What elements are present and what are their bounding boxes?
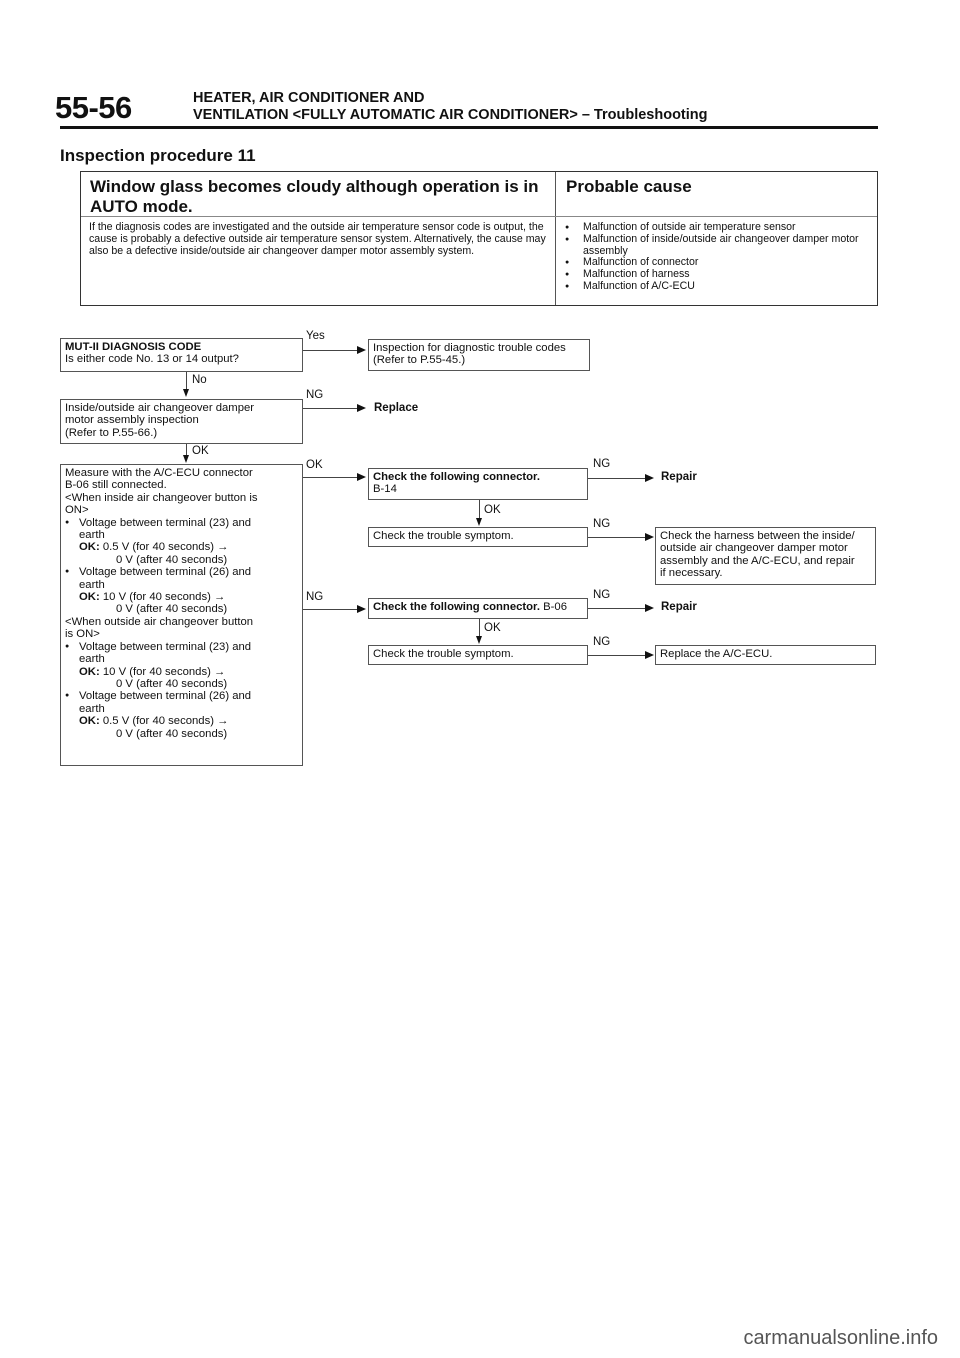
ok-label: OK — [484, 504, 501, 516]
measure-text: Measure with the A/C-ECU connector — [65, 467, 253, 479]
connector-line — [303, 609, 359, 610]
measure-text: <When inside air changeover button is — [65, 491, 258, 504]
connector-line — [303, 477, 359, 478]
check-symptom-text: Check the trouble symptom. — [373, 530, 514, 542]
check-connector-b14-box — [368, 468, 588, 500]
connector-b14-label: B-14 — [373, 483, 397, 496]
measure-text: 0 V (after 40 seconds) — [116, 603, 228, 616]
diagnosis-code-question: Is either code No. 13 or 14 output? — [65, 353, 239, 366]
connector-line — [588, 537, 646, 538]
no-label: No — [192, 374, 207, 386]
measure-text: earth — [79, 702, 105, 715]
measure-text: is ON> — [65, 628, 100, 641]
arrow-right-icon — [645, 604, 654, 612]
watermark: carmanualsonline.info — [743, 1327, 938, 1349]
measure-text: earth — [79, 653, 105, 666]
harness-text: assembly and the A/C-ECU, and repair — [660, 554, 855, 567]
ng-label: NG — [593, 458, 611, 470]
check-symptom-box — [368, 645, 588, 665]
ok-label: OK: — [79, 591, 100, 604]
ng-label: NG — [306, 591, 324, 603]
measure-text: 10 V (for 40 seconds) → — [102, 665, 226, 678]
arrow-down-icon — [183, 389, 189, 397]
procedure-title: Inspection procedure 11 — [60, 146, 256, 165]
arrow-right-icon — [645, 474, 654, 482]
replace-label: Replace — [374, 402, 419, 414]
cause-item: ● Malfunction of outside air temperature sensor — [563, 222, 873, 234]
harness-text: if necessary. — [660, 567, 723, 580]
arrow-right-icon — [357, 404, 366, 412]
measure-text: ON> — [65, 504, 89, 517]
ok-label: OK — [192, 445, 209, 457]
measure-text: 10 V (for 40 seconds) → — [102, 591, 226, 604]
arrow-down-icon — [183, 455, 189, 463]
ok-label: OK — [484, 622, 501, 634]
arrow-down-icon — [476, 518, 482, 526]
measure-text: <When outside air changeover button — [65, 615, 254, 628]
check-connector-b06-box — [368, 598, 588, 619]
damper-inspection-box — [60, 399, 303, 444]
check-symptom-box — [368, 527, 588, 547]
symptom-description: If the diagnosis codes are investigated and the outside air temperature sensor code is output, the cause is probably a defective outside air temperature sensor system. Alternatively, the cause may also be a defective inside/outside air changeover damper motor assembly system. — [89, 221, 546, 257]
arrow-right-icon — [357, 473, 366, 481]
replace-ecu-box — [655, 645, 876, 665]
connector-line — [479, 500, 480, 520]
measure-text: 0 V (after 40 seconds) — [116, 727, 228, 740]
measure-text: earth — [79, 578, 105, 591]
diagnosis-code-box — [60, 338, 303, 372]
connector-line — [303, 350, 359, 351]
table-divider — [555, 172, 556, 305]
arrow-right-icon — [357, 346, 366, 354]
cause-item: ● Malfunction of harness — [563, 269, 873, 281]
probable-cause-heading: Probable cause — [566, 177, 692, 196]
dtc-inspection-line2: (Refer to P.55-45.) — [373, 354, 466, 367]
header-rule — [60, 126, 878, 129]
repair-label: Repair — [661, 471, 697, 483]
arrow-right-icon — [645, 651, 654, 659]
check-harness-box — [655, 527, 876, 585]
arrow-right-icon — [357, 605, 366, 613]
connector-line — [588, 478, 646, 479]
measure-text: 0 V (after 40 seconds) — [116, 677, 228, 690]
cause-item: ● Malfunction of connector — [563, 257, 873, 269]
cause-item: ● Malfunction of inside/outside air changeover damper motor assembly — [563, 234, 873, 258]
arrow-down-icon — [476, 636, 482, 644]
ng-label: NG — [306, 389, 324, 401]
measure-box — [60, 464, 303, 766]
damper-line3: (Refer to P.55-66.) — [65, 426, 158, 439]
connector-b06-label: B-06 — [543, 601, 567, 613]
page-number: 55-56 — [55, 90, 132, 125]
ok-label: OK: — [79, 541, 100, 554]
symptom-heading: Window glass becomes cloudy although operation is in AUTO mode. — [90, 177, 539, 216]
measure-bullet: ● Voltage between terminal (26) and — [65, 566, 298, 578]
ok-label: OK: — [79, 715, 100, 728]
header-title-line1: HEATER, AIR CONDITIONER AND — [193, 90, 425, 106]
damper-line1: Inside/outside air changeover damper — [65, 402, 255, 414]
header-title-line2: VENTILATION <FULLY AUTOMATIC AIR CONDITIONER> – Troubleshooting — [193, 107, 708, 123]
ng-label: NG — [593, 589, 611, 601]
ok-label: OK: — [79, 665, 100, 678]
dtc-inspection-line1: Inspection for diagnostic trouble codes — [373, 342, 566, 354]
harness-text: outside air changeover damper motor — [660, 542, 848, 555]
harness-text: Check the harness between the inside/ — [660, 530, 855, 542]
connector-line — [588, 655, 646, 656]
cause-list — [563, 222, 873, 293]
connector-line — [303, 408, 359, 409]
damper-line2: motor assembly inspection — [65, 414, 199, 427]
cause-item: ● Malfunction of A/C-ECU — [563, 281, 873, 293]
check-symptom-text: Check the trouble symptom. — [373, 648, 514, 660]
diagnosis-code-title: MUT-II DIAGNOSIS CODE — [65, 341, 202, 353]
measure-text: 0.5 V (for 40 seconds) → — [102, 541, 229, 554]
measure-text: 0.5 V (for 40 seconds) → — [102, 715, 229, 728]
measure-bullet: ● Voltage between terminal (26) and — [65, 690, 298, 702]
arrow-right-icon — [645, 533, 654, 541]
check-connector-b14-title: Check the following connector. — [373, 471, 540, 483]
measure-text: 0 V (after 40 seconds) — [116, 553, 228, 566]
measure-text: earth — [79, 529, 105, 542]
ng-label: NG — [593, 518, 611, 530]
check-connector-b06-title: Check the following connector. — [373, 601, 540, 613]
repair-label: Repair — [661, 601, 697, 613]
replace-ecu-text: Replace the A/C-ECU. — [660, 648, 773, 660]
measure-text: B-06 still connected. — [65, 479, 167, 492]
yes-label: Yes — [306, 330, 325, 342]
measure-bullet: ● Voltage between terminal (23) and — [65, 641, 298, 653]
ng-label: NG — [593, 636, 611, 648]
connector-line — [588, 608, 646, 609]
symptom-table — [80, 171, 878, 306]
measure-bullet: ● Voltage between terminal (23) and — [65, 517, 298, 529]
ok-label: OK — [306, 459, 323, 471]
dtc-inspection-box — [368, 339, 590, 371]
